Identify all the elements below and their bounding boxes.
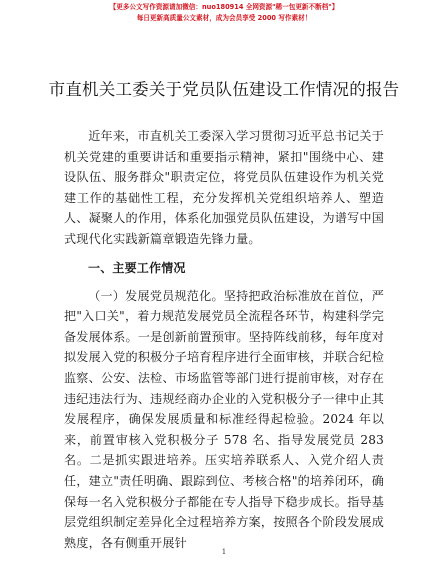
promo-banner-line-1: 【更多公文写作资源请加微信：nuo180914 全网资源"稀一包更新不断档"】 <box>109 3 339 11</box>
document-title: 市直机关工委关于党员队伍建设工作情况的报告 <box>48 80 400 99</box>
intro-paragraph: 近年来，市直机关工委深入学习贯彻习近平总书记关于机关党建的重要讲话和重要指示精神，紧扣"围绕中心、建设队伍、服务群众"职责定位，将党员队伍建设作为机关党建工作的基础性工程，充分发挥机关党组织培养人、塑造人、凝聚人的作用，体系化加强党员队伍建设，为谱写中国式现代化实践新篇章锻造先锋力量。 <box>64 129 384 246</box>
section-heading: 一、主要工作情况 <box>88 260 186 275</box>
promo-banner-line-2: 每日更新高质量公文素材，成为会员享受 2000 写作素材！ <box>136 14 312 22</box>
body-paragraph: （一）发展党员规范化。坚持把政治标准放在首位，严把"入口关"，着力规范发展党员全流程各环节，构建科学完备发展体系。一是创新前置预审。坚持阵线前移，每年度对拟发展入党的积极分子培育程序进行全面审核，并联合纪检监察、公安、法检、市场监管等部门进行提前审核，对存在违纪违法行为、违规经商办企业的入党积极分子一律中止其发展程序，确保发展质量和标准经得起检验。2024 年以来，前置审核入党积极分子 578 名、指导发展党员 283 名。二是抓实跟进培养。压实培养联系人、入党介绍人责任，建立"责任明确、跟踪到位、考核合格"的培养闭环，确保每一名入党积极分子都能在专人指导下稳步成长。指导基层党组织制定差异化全过程培养方案，按照各个阶段发展成熟度，各有侧重开展针 <box>64 288 384 550</box>
promo-banner <box>0 2 448 24</box>
document-body <box>64 126 384 553</box>
page-number: 1 <box>221 548 227 556</box>
